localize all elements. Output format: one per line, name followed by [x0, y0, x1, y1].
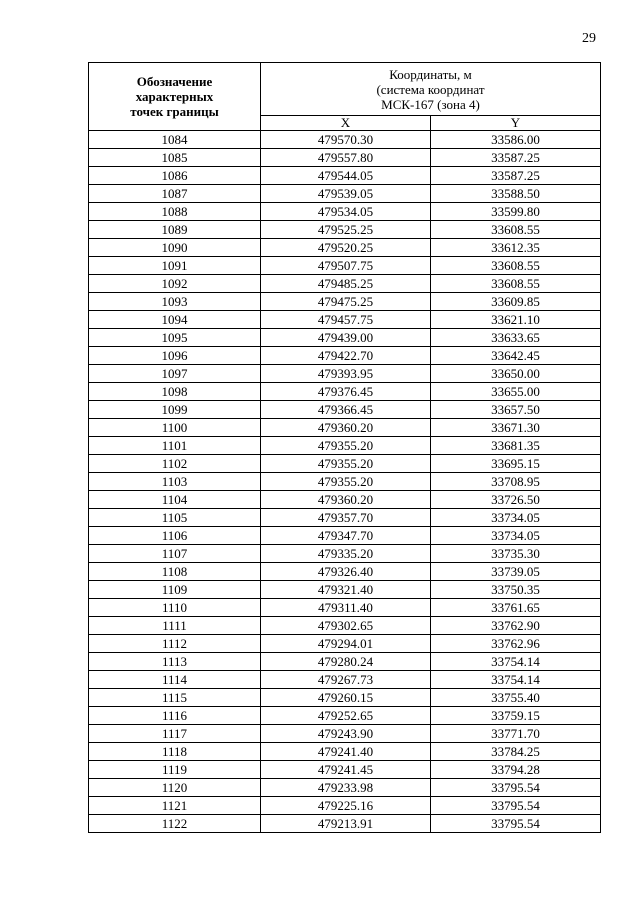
table-row [89, 401, 601, 419]
table-row [89, 707, 601, 725]
y-coordinate-cell: 33726.50 [431, 491, 601, 509]
point-id-cell: 1085 [89, 149, 261, 167]
y-coordinate-cell: 33771.70 [431, 725, 601, 743]
table-row [89, 455, 601, 473]
y-coordinate-cell: 33621.10 [431, 311, 601, 329]
x-coordinate-cell: 479326.40 [261, 563, 431, 581]
table-row [89, 743, 601, 761]
x-coordinate-cell: 479241.45 [261, 761, 431, 779]
table-row [89, 329, 601, 347]
y-coordinate-cell: 33762.96 [431, 635, 601, 653]
y-coordinate-cell: 33734.05 [431, 509, 601, 527]
y-coordinate-cell: 33657.50 [431, 401, 601, 419]
y-coordinate-cell: 33587.25 [431, 167, 601, 185]
x-coordinate-cell: 479557.80 [261, 149, 431, 167]
y-coordinate-cell: 33754.14 [431, 653, 601, 671]
page-number: 29 [582, 31, 596, 46]
table-row [89, 149, 601, 167]
x-coordinate-cell: 479534.05 [261, 203, 431, 221]
x-coordinate-cell: 479347.70 [261, 527, 431, 545]
x-coordinate-cell: 479335.20 [261, 545, 431, 563]
x-coordinate-cell: 479355.20 [261, 455, 431, 473]
header-point-line: точек границы [130, 104, 219, 119]
y-coordinate-cell: 33794.28 [431, 761, 601, 779]
y-coordinate-cell: 33671.30 [431, 419, 601, 437]
header-coords-line: Координаты, м [389, 66, 472, 82]
point-id-cell: 1110 [89, 599, 261, 617]
x-coordinate-cell: 479539.05 [261, 185, 431, 203]
point-id-cell: 1115 [89, 689, 261, 707]
point-id-cell: 1122 [89, 815, 261, 833]
y-coordinate-cell: 33784.25 [431, 743, 601, 761]
table-row [89, 545, 601, 563]
column-y-header: Y [431, 116, 601, 131]
point-id-cell: 1096 [89, 347, 261, 365]
point-id-cell: 1116 [89, 707, 261, 725]
y-coordinate-cell: 33587.25 [431, 149, 601, 167]
table-row [89, 797, 601, 815]
y-coordinate-cell: 33633.65 [431, 329, 601, 347]
x-coordinate-cell: 479280.24 [261, 653, 431, 671]
point-id-cell: 1107 [89, 545, 261, 563]
column-x-header: X [261, 116, 431, 131]
coordinates-table [88, 62, 601, 833]
x-coordinate-cell: 479260.15 [261, 689, 431, 707]
point-id-cell: 1113 [89, 653, 261, 671]
table-row [89, 527, 601, 545]
table-row [89, 761, 601, 779]
y-coordinate-cell: 33795.54 [431, 779, 601, 797]
table-row [89, 131, 601, 149]
table-row [89, 419, 601, 437]
y-coordinate-cell: 33586.00 [431, 131, 601, 149]
x-coordinate-cell: 479507.75 [261, 257, 431, 275]
y-coordinate-cell: 33735.30 [431, 545, 601, 563]
y-coordinate-cell: 33750.35 [431, 581, 601, 599]
y-coordinate-cell: 33762.90 [431, 617, 601, 635]
point-id-cell: 1118 [89, 743, 261, 761]
y-coordinate-cell: 33761.65 [431, 599, 601, 617]
point-id-cell: 1121 [89, 797, 261, 815]
table-row [89, 347, 601, 365]
x-coordinate-cell: 479294.01 [261, 635, 431, 653]
table-row [89, 365, 601, 383]
x-coordinate-cell: 479366.45 [261, 401, 431, 419]
y-coordinate-cell: 33642.45 [431, 347, 601, 365]
y-coordinate-cell: 33608.55 [431, 221, 601, 239]
x-coordinate-cell: 479311.40 [261, 599, 431, 617]
x-coordinate-cell: 479357.70 [261, 509, 431, 527]
table-row [89, 275, 601, 293]
x-coordinate-cell: 479422.70 [261, 347, 431, 365]
x-coordinate-cell: 479213.91 [261, 815, 431, 833]
x-coordinate-cell: 479302.65 [261, 617, 431, 635]
y-coordinate-cell: 33655.00 [431, 383, 601, 401]
table-row [89, 473, 601, 491]
y-coordinate-cell: 33795.54 [431, 797, 601, 815]
x-coordinate-cell: 479570.30 [261, 131, 431, 149]
x-coordinate-cell: 479225.16 [261, 797, 431, 815]
x-coordinate-cell: 479360.20 [261, 491, 431, 509]
point-id-cell: 1106 [89, 527, 261, 545]
y-coordinate-cell: 33650.00 [431, 365, 601, 383]
table-row [89, 221, 601, 239]
table-row [89, 293, 601, 311]
table-row [89, 689, 601, 707]
point-id-cell: 1099 [89, 401, 261, 419]
x-coordinate-cell: 479457.75 [261, 311, 431, 329]
x-coordinate-cell: 479355.20 [261, 437, 431, 455]
x-coordinate-cell: 479252.65 [261, 707, 431, 725]
table-row [89, 815, 601, 833]
point-id-cell: 1086 [89, 167, 261, 185]
point-id-cell: 1120 [89, 779, 261, 797]
point-id-cell: 1089 [89, 221, 261, 239]
point-id-cell: 1111 [89, 617, 261, 635]
point-id-cell: 1114 [89, 671, 261, 689]
table-row [89, 617, 601, 635]
table-row [89, 491, 601, 509]
x-coordinate-cell: 479233.98 [261, 779, 431, 797]
header-coords-line: (система координат [376, 81, 485, 97]
table-row [89, 203, 601, 221]
point-id-cell: 1109 [89, 581, 261, 599]
table-row [89, 239, 601, 257]
point-id-cell: 1095 [89, 329, 261, 347]
header-coords-line: МСК-167 (зона 4) [381, 96, 480, 112]
table-row [89, 311, 601, 329]
table-row [89, 509, 601, 527]
x-coordinate-cell: 479355.20 [261, 473, 431, 491]
table-row [89, 563, 601, 581]
table-row [89, 257, 601, 275]
y-coordinate-cell: 33734.05 [431, 527, 601, 545]
y-coordinate-cell: 33681.35 [431, 437, 601, 455]
point-designation-header [89, 63, 261, 131]
x-coordinate-cell: 479485.25 [261, 275, 431, 293]
point-id-cell: 1103 [89, 473, 261, 491]
y-coordinate-cell: 33608.55 [431, 257, 601, 275]
x-coordinate-cell: 479376.45 [261, 383, 431, 401]
point-id-cell: 1117 [89, 725, 261, 743]
y-coordinate-cell: 33588.50 [431, 185, 601, 203]
table-row [89, 383, 601, 401]
x-coordinate-cell: 479360.20 [261, 419, 431, 437]
y-coordinate-cell: 33754.14 [431, 671, 601, 689]
point-id-cell: 1097 [89, 365, 261, 383]
y-coordinate-cell: 33759.15 [431, 707, 601, 725]
header-point-line: Обозначение [136, 74, 213, 89]
x-coordinate-cell: 479321.40 [261, 581, 431, 599]
point-id-cell: 1105 [89, 509, 261, 527]
y-coordinate-cell: 33739.05 [431, 563, 601, 581]
point-id-cell: 1084 [89, 131, 261, 149]
x-coordinate-cell: 479475.25 [261, 293, 431, 311]
y-coordinate-cell: 33608.55 [431, 275, 601, 293]
point-id-cell: 1108 [89, 563, 261, 581]
point-id-cell: 1101 [89, 437, 261, 455]
y-coordinate-cell: 33708.95 [431, 473, 601, 491]
x-coordinate-cell: 479267.73 [261, 671, 431, 689]
x-coordinate-cell: 479241.40 [261, 743, 431, 761]
x-coordinate-cell: 479520.25 [261, 239, 431, 257]
y-coordinate-cell: 33795.54 [431, 815, 601, 833]
table-row [89, 653, 601, 671]
point-id-cell: 1119 [89, 761, 261, 779]
y-coordinate-cell: 33609.85 [431, 293, 601, 311]
point-id-cell: 1091 [89, 257, 261, 275]
point-id-cell: 1088 [89, 203, 261, 221]
table-row [89, 779, 601, 797]
x-coordinate-cell: 479544.05 [261, 167, 431, 185]
x-coordinate-cell: 479243.90 [261, 725, 431, 743]
point-id-cell: 1098 [89, 383, 261, 401]
y-coordinate-cell: 33599.80 [431, 203, 601, 221]
point-id-cell: 1102 [89, 455, 261, 473]
point-id-cell: 1087 [89, 185, 261, 203]
table-row [89, 671, 601, 689]
table-row [89, 599, 601, 617]
point-id-cell: 1112 [89, 635, 261, 653]
point-id-cell: 1100 [89, 419, 261, 437]
header-point-line: характерных [135, 89, 214, 104]
y-coordinate-cell: 33612.35 [431, 239, 601, 257]
table-row [89, 437, 601, 455]
point-id-cell: 1094 [89, 311, 261, 329]
coordinates-header [261, 63, 601, 116]
table-row [89, 581, 601, 599]
point-id-cell: 1090 [89, 239, 261, 257]
y-coordinate-cell: 33695.15 [431, 455, 601, 473]
table-row [89, 167, 601, 185]
point-id-cell: 1092 [89, 275, 261, 293]
x-coordinate-cell: 479525.25 [261, 221, 431, 239]
y-coordinate-cell: 33755.40 [431, 689, 601, 707]
table-row [89, 185, 601, 203]
table-row [89, 725, 601, 743]
x-coordinate-cell: 479393.95 [261, 365, 431, 383]
table-row [89, 635, 601, 653]
point-id-cell: 1104 [89, 491, 261, 509]
point-id-cell: 1093 [89, 293, 261, 311]
x-coordinate-cell: 479439.00 [261, 329, 431, 347]
